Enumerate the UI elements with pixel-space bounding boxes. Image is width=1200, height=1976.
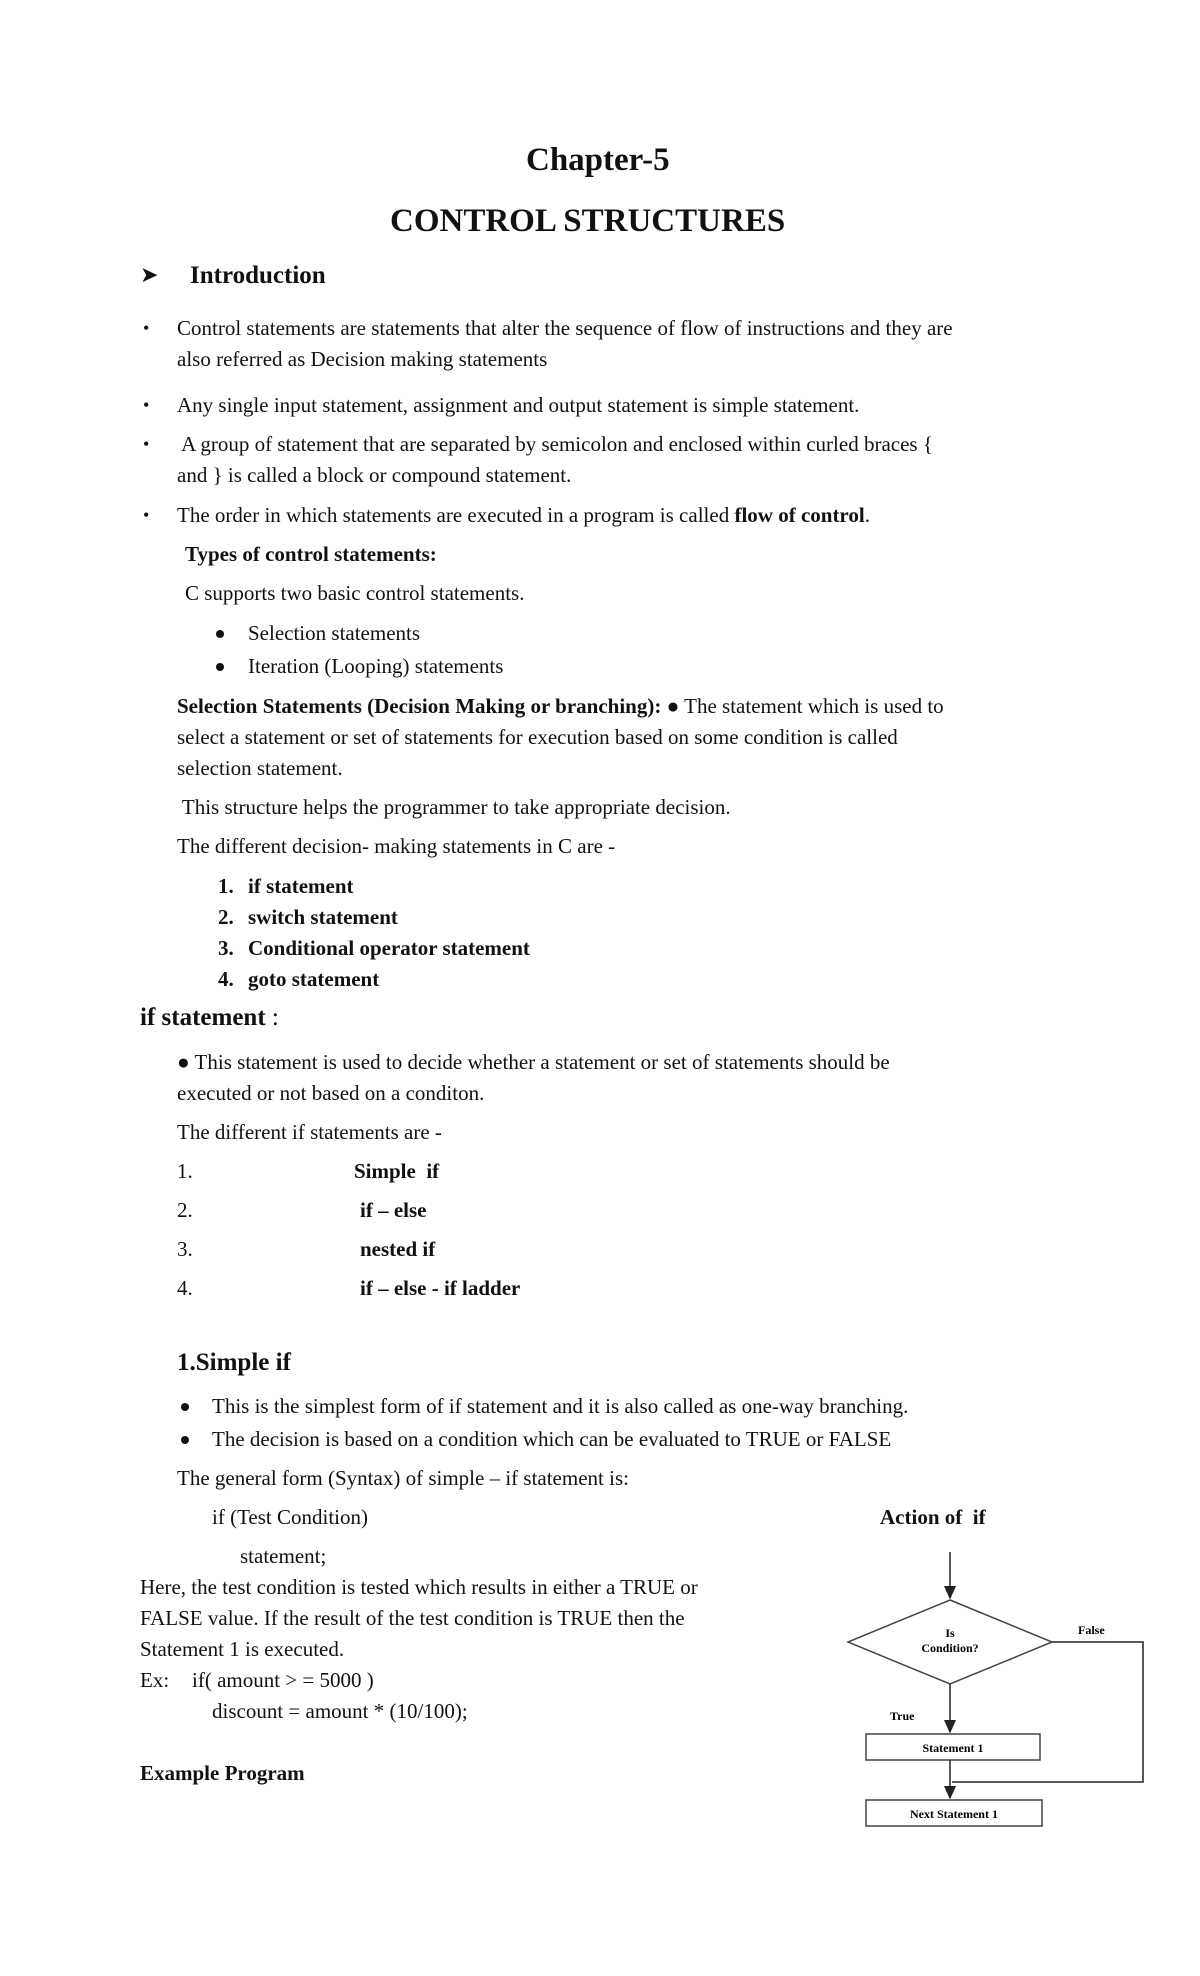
condition-label-1: Is bbox=[945, 1626, 955, 1640]
bullet-icon: ● bbox=[177, 1050, 190, 1074]
explain-line-3: Statement 1 is executed. bbox=[140, 1637, 345, 1661]
explain-line-1: Here, the test condition is tested which results in either a TRUE or bbox=[140, 1575, 698, 1599]
if-list-num-1: 1. bbox=[177, 1159, 193, 1183]
simple-if-heading: 1.Simple if bbox=[177, 1349, 291, 1376]
types-item-1: Selection statements bbox=[248, 621, 421, 645]
selection-list-item-2: switch statement bbox=[248, 905, 398, 929]
selection-line-3: selection statement. bbox=[177, 756, 343, 780]
selection-line-1: Selection Statements (Decision Making or branching): ● The statement which is used to bbox=[177, 694, 944, 718]
if-flowchart bbox=[840, 1540, 1160, 1830]
syntax-line-1: if (Test Condition) bbox=[212, 1505, 369, 1529]
intro-bullet-4: The order in which statements are executed in a program is called flow of control. bbox=[177, 503, 870, 527]
types-heading: Types of control statements: bbox=[185, 542, 437, 566]
selection-list-num-2: 2. bbox=[218, 905, 234, 929]
intro-bullet-1-line-1: Control statements are statements that alter the sequence of flow of instructions and they are bbox=[177, 316, 953, 340]
condition-label-2: Condition? bbox=[921, 1641, 979, 1655]
types-item-2: Iteration (Looping) statements bbox=[248, 654, 504, 678]
bullet-icon: • bbox=[143, 505, 150, 525]
selection-line-2: select a statement or set of statements for execution based on some condition is called bbox=[177, 725, 898, 749]
statement-label: Statement 1 bbox=[922, 1741, 984, 1755]
intro-bullet-3-line-1: A group of statement that are separated by semicolon and enclosed within curled braces { bbox=[177, 432, 933, 456]
if-statement-heading: if statement : bbox=[140, 1004, 279, 1031]
bullet-icon: • bbox=[143, 318, 150, 338]
intro-heading: Introduction bbox=[190, 262, 326, 289]
if-list-item-3: nested if bbox=[360, 1237, 436, 1261]
simple-if-bullet-1: This is the simplest form of if statement and it is also called as one-way branching. bbox=[212, 1394, 909, 1418]
bullet-icon: • bbox=[143, 434, 150, 454]
selection-list-item-4: goto statement bbox=[248, 967, 380, 991]
if-list-intro: The different if statements are - bbox=[177, 1120, 442, 1144]
selection-list-item-1: if statement bbox=[248, 874, 354, 898]
types-text: C supports two basic control statements. bbox=[185, 581, 525, 605]
if-list-item-4: if – else - if ladder bbox=[360, 1276, 521, 1300]
false-label: False bbox=[1078, 1623, 1105, 1637]
if-list-num-3: 3. bbox=[177, 1237, 193, 1261]
intro-bullet-1-line-2: also referred as Decision making statements bbox=[177, 347, 548, 371]
arrow-bullet-icon: ➤ bbox=[140, 262, 159, 287]
bullet-icon bbox=[181, 1436, 189, 1444]
bullet-icon: ● bbox=[666, 694, 680, 718]
intro-bullet-3-line-2: and } is called a block or compound statement. bbox=[177, 463, 572, 487]
example-line-2: discount = amount * (10/100); bbox=[212, 1699, 468, 1723]
if-line-2: executed or not based on a conditon. bbox=[177, 1081, 485, 1105]
if-list-num-4: 4. bbox=[177, 1276, 193, 1300]
next-statement-label: Next Statement 1 bbox=[910, 1807, 998, 1821]
bullet-icon bbox=[181, 1403, 189, 1411]
explain-line-2: FALSE value. If the result of the test condition is TRUE then the bbox=[140, 1606, 685, 1630]
selection-list-item-3: Conditional operator statement bbox=[248, 936, 530, 960]
main-title: CONTROL STRUCTURES bbox=[390, 203, 786, 239]
selection-list-num-4: 4. bbox=[218, 967, 234, 991]
if-list-item-2: if – else bbox=[360, 1198, 427, 1222]
syntax-intro: The general form (Syntax) of simple – if statement is: bbox=[177, 1466, 629, 1490]
if-list-item-1: Simple if bbox=[354, 1159, 440, 1183]
example-program-label: Example Program bbox=[140, 1761, 305, 1785]
selection-paragraph-3: The different decision- making statements in C are - bbox=[177, 834, 616, 858]
if-line-1: ● This statement is used to decide whether a statement or set of statements should be bbox=[177, 1050, 890, 1074]
example-label: Ex: bbox=[140, 1668, 170, 1692]
bullet-icon: • bbox=[143, 395, 150, 415]
intro-bullet-2: Any single input statement, assignment and output statement is simple statement. bbox=[177, 393, 860, 417]
selection-paragraph-2: This structure helps the programmer to take appropriate decision. bbox=[177, 795, 731, 819]
syntax-line-2: statement; bbox=[240, 1544, 327, 1568]
flow-of-control-term: flow of control bbox=[734, 503, 865, 527]
selection-list-num-3: 3. bbox=[218, 936, 234, 960]
chapter-title: Chapter-5 bbox=[526, 142, 670, 178]
if-list-num-2: 2. bbox=[177, 1198, 193, 1222]
simple-if-bullet-2: The decision is based on a condition which can be evaluated to TRUE or FALSE bbox=[212, 1427, 892, 1451]
selection-heading: Selection Statements (Decision Making or branching): bbox=[177, 694, 667, 718]
action-of-if-label: Action of if bbox=[880, 1505, 986, 1529]
true-label: True bbox=[890, 1709, 915, 1723]
selection-list-num-1: 1. bbox=[218, 874, 234, 898]
bullet-icon bbox=[216, 663, 224, 671]
bullet-icon bbox=[216, 630, 224, 638]
example-line-1: if( amount > = 5000 ) bbox=[192, 1668, 374, 1692]
